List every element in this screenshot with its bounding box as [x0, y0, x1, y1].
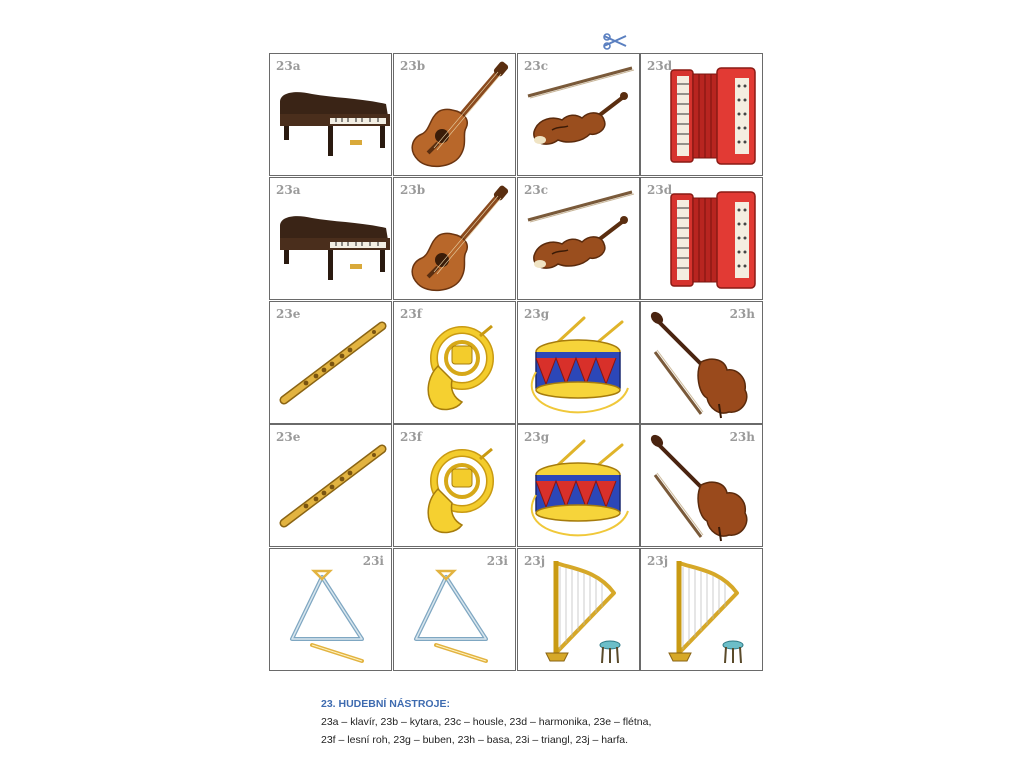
caption-title: 23. HUDEBNÍ NÁSTROJE:: [321, 698, 450, 710]
card-23f: [393, 424, 516, 547]
card-23a: [269, 177, 392, 300]
card-code: 23h: [729, 430, 755, 444]
card-code: 23a: [276, 59, 301, 73]
card-23e: [269, 301, 392, 424]
card-23d: [640, 53, 763, 176]
card-code: 23i: [362, 554, 384, 568]
card-23i: [393, 548, 516, 671]
card-23g: [517, 424, 640, 547]
card-23c: [517, 177, 640, 300]
card-23e: [269, 424, 392, 547]
card-23j: [517, 548, 640, 671]
card-code: 23c: [524, 183, 549, 197]
card-code: 23d: [647, 59, 673, 73]
card-code: 23g: [524, 307, 550, 321]
card-23d: [640, 177, 763, 300]
card-code: 23d: [647, 183, 673, 197]
card-code: 23b: [400, 183, 426, 197]
card-code: 23c: [524, 59, 549, 73]
card-23g: [517, 301, 640, 424]
card-code: 23j: [524, 554, 546, 568]
card-code: 23a: [276, 183, 301, 197]
card-23f: [393, 301, 516, 424]
card-code: 23f: [400, 430, 422, 444]
card-code: 23i: [486, 554, 508, 568]
card-code: 23b: [400, 59, 426, 73]
card-code: 23h: [729, 307, 755, 321]
card-23b: [393, 53, 516, 176]
caption: [321, 695, 741, 749]
scissors-icon: [600, 33, 632, 51]
card-23c: [517, 53, 640, 176]
card-code: 23f: [400, 307, 422, 321]
caption-line-2: 23f – lesní roh, 23g – buben, 23h – basa, 23i – triangl, 23j – harfa.: [321, 734, 629, 746]
card-code: 23j: [647, 554, 669, 568]
card-23h: [640, 424, 763, 547]
card-code: 23e: [276, 307, 301, 321]
caption-line-1: 23a – klavír, 23b – kytara, 23c – housle, 23d – harmonika, 23e – flétna,: [321, 716, 652, 728]
card-23i: [269, 548, 392, 671]
card-grid: [269, 53, 764, 671]
card-code: 23g: [524, 430, 550, 444]
card-23j: [640, 548, 763, 671]
card-code: 23e: [276, 430, 301, 444]
card-23a: [269, 53, 392, 176]
card-23h: [640, 301, 763, 424]
card-23b: [393, 177, 516, 300]
